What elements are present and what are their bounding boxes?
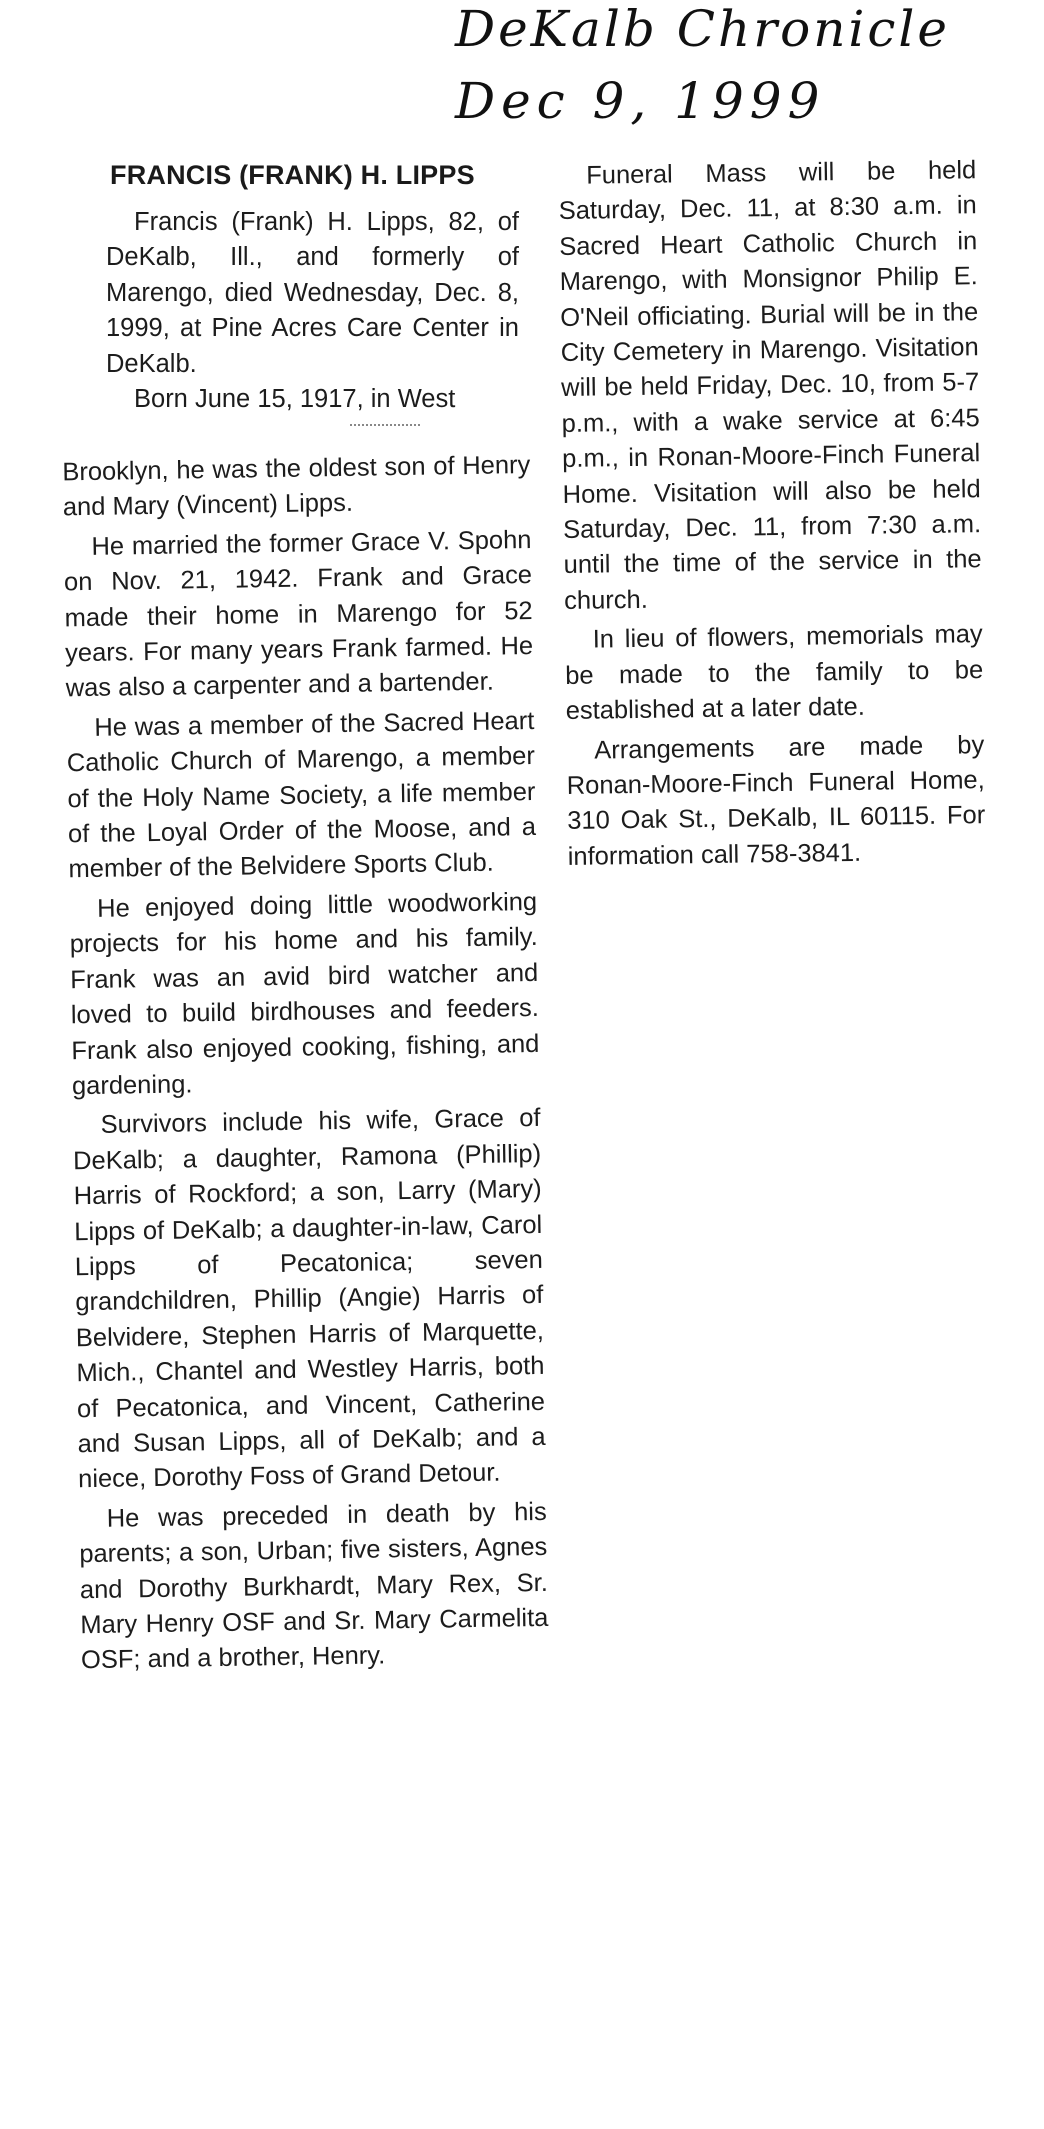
paragraph-birth-continued: Brooklyn, he was the oldest son of Henry and Mary (Vincent) Lipps. bbox=[62, 450, 531, 522]
handwritten-date-note: Dec 9, 1999 bbox=[455, 72, 826, 130]
paragraph-marriage: He married the former Grace V. Spohn on Nov. 21, 1942. Frank and Grace made their home in Marengo for 52 years. For many years Frank farmed. He was also a carpenter and a bartender. bbox=[63, 525, 534, 703]
paragraph-birth-start: Born June 15, 1917, in West bbox=[134, 385, 456, 414]
handwritten-source-note: DeKalb Chronicle bbox=[455, 0, 950, 58]
obituary-headline: FRANCIS (FRANK) H. LIPPS bbox=[110, 160, 475, 190]
clipping-mark bbox=[350, 424, 420, 428]
paragraph-services: Funeral Mass will be held Saturday, Dec. 11, at 8:30 a.m. in Sacred Heart Catholic Church in Marengo, with Monsignor Philip E. O'Neil officiating. Burial will be in the City Cemetery in Marengo. Visitation will be held Friday, Dec. 10, from 5-7 p.m., with a wake service at 6:45 p.m., in Ronan-Moore-Finch Funeral Home. Visitation will also be held Saturday, Dec. 11, from 7:30 a.m. until the time of the service in the church. bbox=[558, 156, 982, 615]
paragraph-survivors: Survivors include his wife, Grace of DeKalb; a daughter, Ramona (Phillip) Harris of Rockford; a son, Larry (Mary) Lipps of DeKalb; a daughter-in-law, Carol Lipps of Pecatonica; seven grandchildren, Phillip (Angie) Harris of Belvidere, Stephen Harris of Marquette, Mich., Chantel and Westley Harris, both of Pecatonica, and Vincent, Catherine and Susan Lipps, all of DeKalb; and a niece, Dorothy Foss of Grand Detour. bbox=[72, 1104, 546, 1494]
right-column bbox=[558, 153, 986, 875]
paragraph-death-notice: Francis (Frank) H. Lipps, 82, of DeKalb, Ill., and formerly of Marengo, died Wednesday, Dec. 8, 1999, at Pine Acres Care Center in DeKalb. bbox=[106, 208, 519, 378]
paragraph-preceded: He was preceded in death by his parents; a son, Urban; five sisters, Agnes and Dorothy Burkhardt, Mary Rex, Sr. Mary Henry OSF and Sr. Mary Carmelita OSF; and a brother, Henry. bbox=[79, 1497, 549, 1675]
paragraph-arrangements: Arrangements are made by Ronan-Moore-Finch Funeral Home, 310 Oak St., DeKalb, IL 60115. For information call 758-3841. bbox=[566, 730, 986, 871]
paragraph-memorials: In lieu of flowers, memorials may be made to the family to be established at a later date. bbox=[565, 620, 984, 726]
left-column-bottom bbox=[62, 448, 549, 1679]
left-column-top bbox=[106, 205, 519, 417]
paragraph-memberships: He was a member of the Sacred Heart Catholic Church of Marengo, a member of the Holy Name Society, a life member of the Loyal Order of the Moose, and a member of the Belvidere Sports Club. bbox=[66, 706, 537, 884]
paragraph-hobbies: He enjoyed doing little woodworking projects for his home and his family. Frank was an avid bird watcher and loved to build birdhouses and feeders. Frank also enjoyed cooking, fishing, and gardening. bbox=[69, 887, 540, 1101]
